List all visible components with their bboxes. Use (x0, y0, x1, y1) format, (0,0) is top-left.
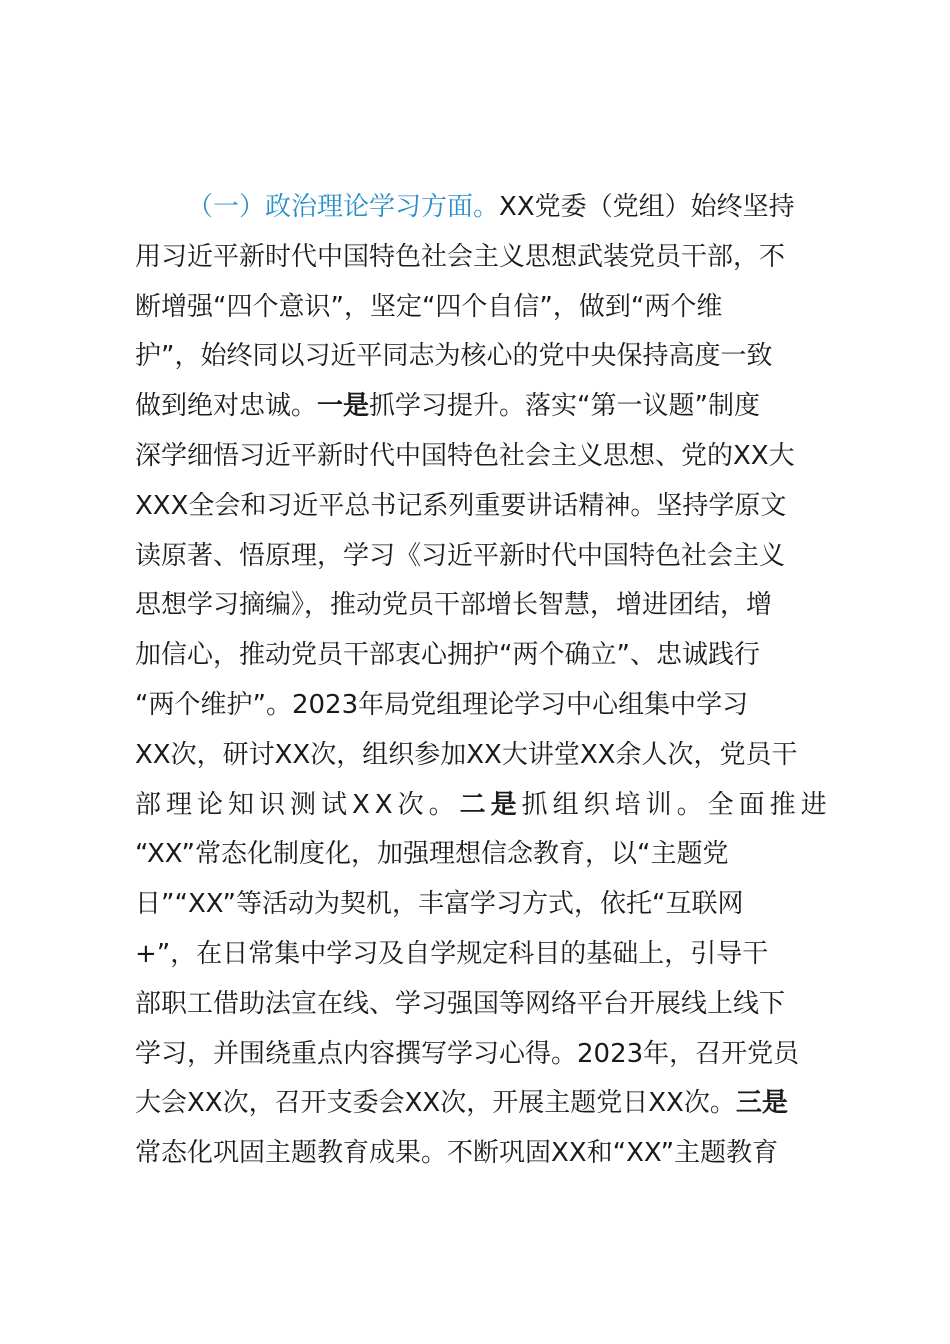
line-text: 加信心，推动党员干部衷心拥护“两个确立”、忠诚践行 (135, 640, 760, 671)
paragraph-line (135, 731, 845, 781)
paragraph-line (135, 1079, 845, 1129)
section-heading: （一）政治理论学习方面。 (187, 192, 500, 222)
paragraph-line (135, 581, 845, 631)
line-text: 大会XX次，召开支委会XX次，开展主题党日XX次。 (135, 1088, 736, 1119)
paragraph-line (135, 332, 845, 382)
paragraph-line (135, 382, 845, 432)
paragraph-line (135, 880, 845, 930)
line-text: 抓组织培训。全面推进 (521, 789, 832, 820)
paragraph-line (135, 183, 845, 233)
document-body (135, 183, 845, 1179)
line-text: 深学细悟习近平新时代中国特色社会主义思想、党的XX大 (135, 440, 795, 471)
paragraph-line (135, 482, 845, 532)
paragraph-line (135, 283, 845, 333)
paragraph-line (135, 432, 845, 482)
line-text: XX次，研讨XX次，组织参加XX大讲堂XX余人次，党员干 (135, 739, 798, 770)
line-text: 读原著、悟原理，学习《习近平新时代中国特色社会主义 (135, 540, 786, 571)
paragraph-line (135, 980, 845, 1030)
emphasis-label: 三是 (735, 1088, 788, 1119)
line-text: 部理论知识测试XX次。 (135, 789, 460, 820)
line-text: 常态化巩固主题教育成果。不断巩固XX和“XX”主题教育 (135, 1138, 779, 1169)
emphasis-label: 二是 (459, 789, 522, 820)
line-text: +”，在日常集中学习及自学规定科目的基础上，引导干 (135, 938, 769, 969)
line-text: 用习近平新时代中国特色社会主义思想武装党员干部，不 (135, 241, 786, 272)
paragraph-line (135, 233, 845, 283)
line-text: 思想学习摘编》，推动党员干部增长智慧，增进团结，增 (135, 590, 773, 621)
line-text: 抓学习提升。落实“第一议题”制度 (369, 391, 760, 422)
line-text: 断增强“四个意识”，坚定“四个自信”，做到“两个维 (135, 291, 723, 322)
line-text: 做到绝对忠诚。 (135, 391, 318, 422)
line-text: 护”，始终同以习近平同志为核心的党中央保持高度一致 (135, 341, 773, 372)
line-text: XXX全会和习近平总书记系列重要讲话精神。坚持学原文 (135, 490, 787, 521)
line-text: “XX”常态化制度化，加强理想信念教育，以“主题党 (135, 839, 729, 870)
line-text: 部职工借助法宣在线、学习强国等网络平台开展线上线下 (135, 988, 786, 1019)
line-text: “两个维护”。2023年局党组理论学习中心组集中学习 (135, 689, 749, 720)
paragraph-line (135, 1030, 845, 1080)
paragraph-line (135, 930, 845, 980)
paragraph-line (135, 830, 845, 880)
paragraph-line (135, 781, 845, 831)
paragraph-line (135, 1129, 845, 1179)
line-text: 学习，并围绕重点内容撰写学习心得。2023年，召开党员 (135, 1038, 800, 1069)
line-text: XX党委（党组）始终坚持 (499, 192, 795, 222)
emphasis-label: 一是 (317, 391, 370, 422)
line-text: 日”“XX”等活动为契机，丰富学习方式，依托“互联网 (135, 889, 744, 920)
paragraph-line (135, 681, 845, 731)
paragraph-line (135, 532, 845, 582)
paragraph-line (135, 631, 845, 681)
